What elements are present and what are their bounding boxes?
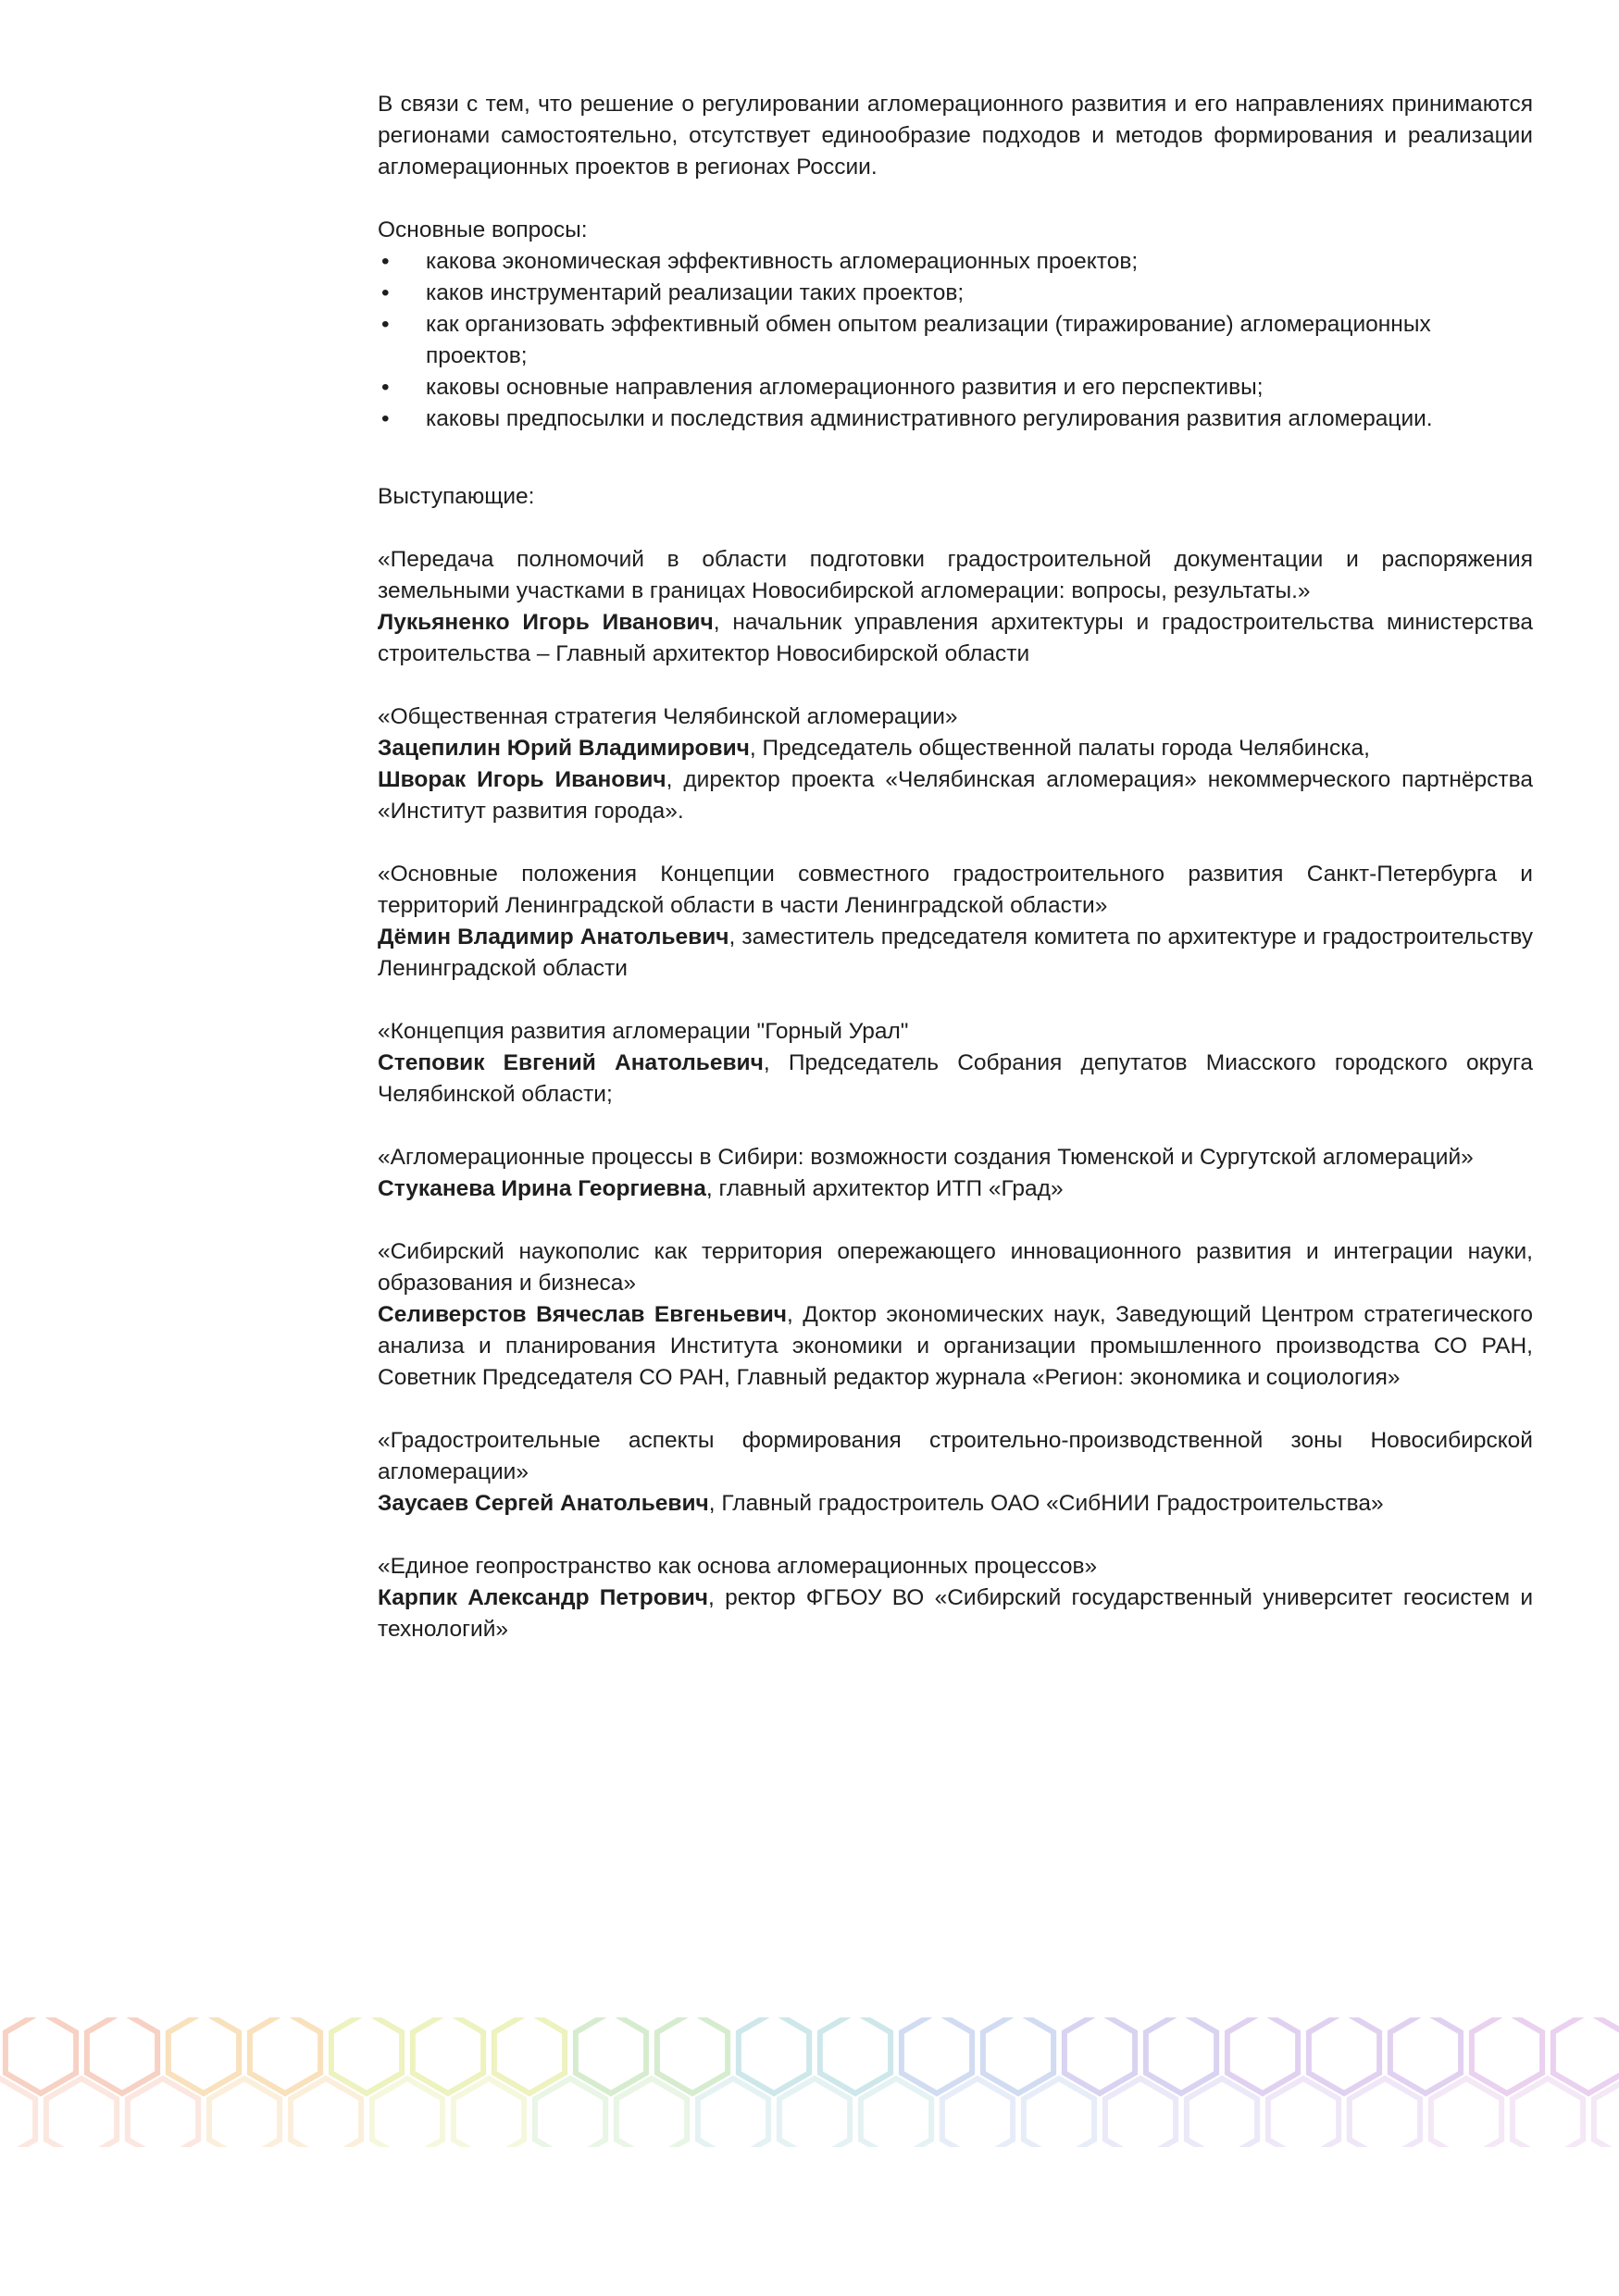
- speaker-role: , Главный градостроитель ОАО «СибНИИ Градостроительства»: [708, 1491, 1384, 1516]
- hexagon-shape: [861, 2079, 931, 2147]
- speaker-name: Зацепилин Юрий Владимирович: [378, 736, 750, 761]
- speaker-name: Дёмин Владимир Анатольевич: [378, 925, 729, 949]
- document-body: [378, 89, 1533, 1677]
- speaker-line: [378, 1173, 1533, 1205]
- talk-entry: [378, 859, 1533, 985]
- speaker-line: [378, 1488, 1533, 1520]
- hexagon-shape: [779, 2079, 850, 2147]
- hexagon-shape: [942, 2079, 1013, 2147]
- talk-title: «Концепция развития агломерации "Горный Урал": [378, 1019, 909, 1044]
- talk-entry: [378, 1142, 1533, 1205]
- bullet-icon: •: [381, 406, 390, 431]
- hexagon-shape: [454, 2079, 524, 2147]
- hexagon-shape: [1513, 2079, 1583, 2147]
- hexagon-shape: [698, 2079, 768, 2147]
- hexagon-shape: [739, 2017, 809, 2093]
- hexagon-shape: [820, 2017, 890, 2093]
- hexagon-shape: [1268, 2079, 1339, 2147]
- speaker-name: Лукьяненко Игорь Иванович: [378, 610, 714, 635]
- hexagon-shape: [372, 2079, 442, 2147]
- hexagon-shape: [6, 2017, 76, 2093]
- speaker-role: , Доктор экономических наук, Заведующий Центром стратегического анализа и планирования Института экономики и организации промышленного производства СО РАН, Советник Председателя СО РАН, Главный редактор журнала «Регион: экономика и социология»: [378, 1302, 1533, 1390]
- speaker-role: , главный архитектор ИТП «Град»: [705, 1176, 1064, 1201]
- hexagon-shape: [1105, 2079, 1176, 2147]
- hexagon-shape: [576, 2017, 646, 2093]
- hexagon-shape: [902, 2017, 972, 2093]
- hexagon-shape: [291, 2079, 361, 2147]
- speakers-heading: Выступающие:: [378, 484, 535, 509]
- speaker-line: [378, 733, 1533, 764]
- talk-title: «Сибирский наукополис как территория опережающего инновационного развития и интеграции науки, образования и бизнеса»: [378, 1239, 1533, 1296]
- list-item: • каковы предпосылки и последствия административного регулирования развития агломерации.: [378, 403, 1533, 435]
- speaker-name: Заусаев Сергей Анатольевич: [378, 1491, 709, 1516]
- intro-paragraph: В связи с тем, что решение о регулировании агломерационного развития и его направлениях принимаются регионами самостоятельно, отсутствует единообразие подходов и методов формирования и реализации агломерационных проектов в регионах России.: [378, 92, 1533, 180]
- talk-entry: [378, 1016, 1533, 1111]
- speaker-line: [378, 922, 1533, 985]
- hexagon-shape: [128, 2079, 198, 2147]
- hexagon-shape: [657, 2017, 728, 2093]
- talk-entry: [378, 1236, 1533, 1394]
- hexagon-shape: [1553, 2017, 1619, 2093]
- speaker-line: [378, 1582, 1533, 1645]
- hexagon-shape: [616, 2079, 687, 2147]
- hexagon-pattern-icon: [0, 2017, 1619, 2147]
- talk-entry: [378, 701, 1533, 827]
- hexagon-shape: [1065, 2017, 1135, 2093]
- questions-heading: Основные вопросы:: [378, 217, 588, 242]
- speaker-name: Шворак Игорь Иванович: [378, 767, 666, 792]
- hexagon-shape: [1431, 2079, 1501, 2147]
- speaker-role: , ректор ФГБОУ ВО «Сибирский государственный университет геосистем и технологий»: [378, 1585, 1534, 1642]
- bullet-icon: •: [381, 249, 390, 274]
- speaker-name: Карпик Александр Петрович: [378, 1585, 709, 1610]
- speaker-name: Стуканева Ирина Георгиевна: [378, 1176, 706, 1201]
- speaker-role: , начальник управления архитектуры и градостроительства министерства строительства – Главный архитектор Новосибирской области: [378, 610, 1533, 666]
- talk-title: «Агломерационные процессы в Сибири: возможности создания Тюменской и Сургутской агломераций»: [378, 1145, 1474, 1170]
- hexagon-shape: [209, 2079, 280, 2147]
- hexagon-shape: [168, 2017, 239, 2093]
- hexagon-shape: [983, 2017, 1053, 2093]
- talk-title: «Передача полномочий в области подготовки градостроительной документации и распоряжения земельными участками в границах Новосибирской агломерации: вопросы, результаты.»: [378, 547, 1533, 603]
- hexagon-shape: [1472, 2017, 1542, 2093]
- talk-entry: [378, 1425, 1533, 1520]
- hexagon-shape: [1309, 2017, 1379, 2093]
- speaker-role: , Председатель Собрания депутатов Миасского городского округа Челябинской области;: [378, 1050, 1533, 1107]
- talk-entry: [378, 544, 1533, 670]
- bullet-icon: •: [381, 280, 390, 305]
- speaker-name: Селиверстов Вячеслав Евгеньевич: [378, 1302, 787, 1327]
- speaker-line: [378, 607, 1533, 670]
- speaker-role: , Председатель общественной палаты города Челябинска,: [749, 736, 1370, 761]
- speaker-line: [378, 1299, 1533, 1394]
- hexagon-shape: [331, 2017, 402, 2093]
- hexagon-shape: [46, 2079, 117, 2147]
- hexagon-shape: [87, 2017, 157, 2093]
- speaker-line: [378, 1048, 1533, 1111]
- hexagon-shape: [413, 2017, 483, 2093]
- list-item: • какова экономическая эффективность агломерационных проектов;: [378, 246, 1533, 278]
- hexagon-shape: [250, 2017, 320, 2093]
- speaker-name: Степовик Евгений Анатольевич: [378, 1050, 764, 1075]
- hexagon-shape: [1146, 2017, 1216, 2093]
- hexagon-shape: [1187, 2079, 1257, 2147]
- bullet-icon: •: [381, 375, 390, 400]
- hexagon-shape: [1350, 2079, 1420, 2147]
- list-item: • как организовать эффективный обмен опытом реализации (тиражирование) агломерационных проектов;: [378, 309, 1533, 372]
- talk-title: «Градостроительные аспекты формирования строительно-производственной зоны Новосибирской агломерации»: [378, 1428, 1533, 1484]
- talk-title: «Общественная стратегия Челябинской агломерации»: [378, 704, 958, 729]
- bullet-icon: •: [381, 312, 390, 337]
- hexagon-shape: [1227, 2017, 1298, 2093]
- hexagon-shape: [535, 2079, 605, 2147]
- hexagon-shape: [1024, 2079, 1094, 2147]
- questions-list: [378, 246, 1533, 435]
- list-item: • каковы основные направления агломерационного развития и его перспективы;: [378, 372, 1533, 403]
- speaker-role: , заместитель председателя комитета по архитектуре и градостроительству Ленинградской области: [378, 925, 1533, 981]
- list-item: • каков инструментарий реализации таких проектов;: [378, 278, 1533, 309]
- hexagon-shape: [1390, 2017, 1461, 2093]
- speaker-line: [378, 764, 1533, 827]
- talk-title: «Основные положения Концепции совместного градостроительного развития Санкт-Петербурга и территорий Ленинградской области в части Ленинградской области»: [378, 862, 1533, 918]
- talk-entry: [378, 1551, 1533, 1645]
- talk-title: «Единое геопространство как основа агломерационных процессов»: [378, 1554, 1098, 1579]
- hexagon-shape: [494, 2017, 565, 2093]
- speaker-role: , директор проекта «Челябинская агломерация» некоммерческого партнёрства «Институт развития города».: [378, 767, 1534, 824]
